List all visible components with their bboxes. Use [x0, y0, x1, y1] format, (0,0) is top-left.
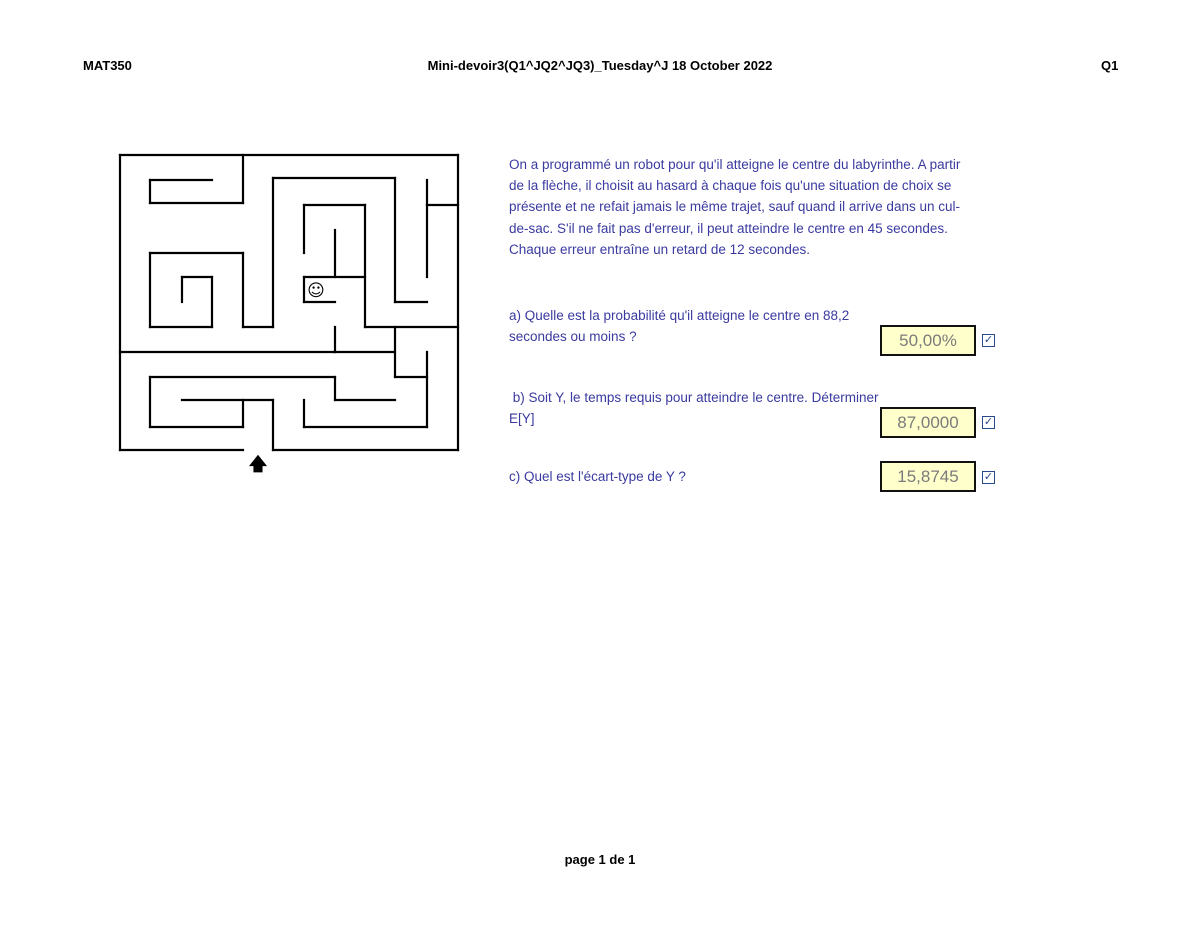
smiley-icon: ☺: [307, 281, 325, 301]
question-c: c) Quel est l'écart-type de Y ?: [509, 469, 686, 484]
answer-b-cell[interactable]: 87,0000: [880, 407, 976, 438]
answer-c-cell[interactable]: 15,8745: [880, 461, 976, 492]
answer-b-checkbox[interactable]: ✓: [983, 416, 994, 428]
page-number: page 1 de 1: [564, 852, 636, 867]
question-a: a) Quelle est la probabilité qu'il atteigne le centre en 88,2 secondes ou moins ?: [509, 308, 850, 345]
problem-statement: On a programmé un robot pour qu'il atteigne le centre du labyrinthe. A partir de la flèche, il choisit au hasard à chaque fois qu'une situation de choix se présente et ne refait jamais le même trajet, sauf quand il arrive dans un cul-de-sac. S'il ne fait pas d'erreur, il peut atteindre le centre en 45 secondes. Chaque erreur entraîne un retard de 12 secondes.: [509, 157, 961, 257]
question-id: Q1: [1101, 58, 1119, 73]
maze-image: [110, 145, 470, 475]
course-code: MAT350: [83, 58, 132, 73]
start-arrow-icon: 🡅: [248, 454, 268, 475]
question-b: b) Soit Y, le temps requis pour atteindre le centre. Déterminer E[Y]: [509, 390, 883, 427]
answer-c-checkbox[interactable]: ✓: [983, 471, 994, 483]
answer-a-checkbox[interactable]: ✓: [983, 334, 994, 346]
answer-a-cell[interactable]: 50,00%: [880, 325, 976, 356]
document-title: Mini-devoir3(Q1^JQ2^JQ3)_Tuesday^J 18 October 2022: [427, 58, 773, 73]
